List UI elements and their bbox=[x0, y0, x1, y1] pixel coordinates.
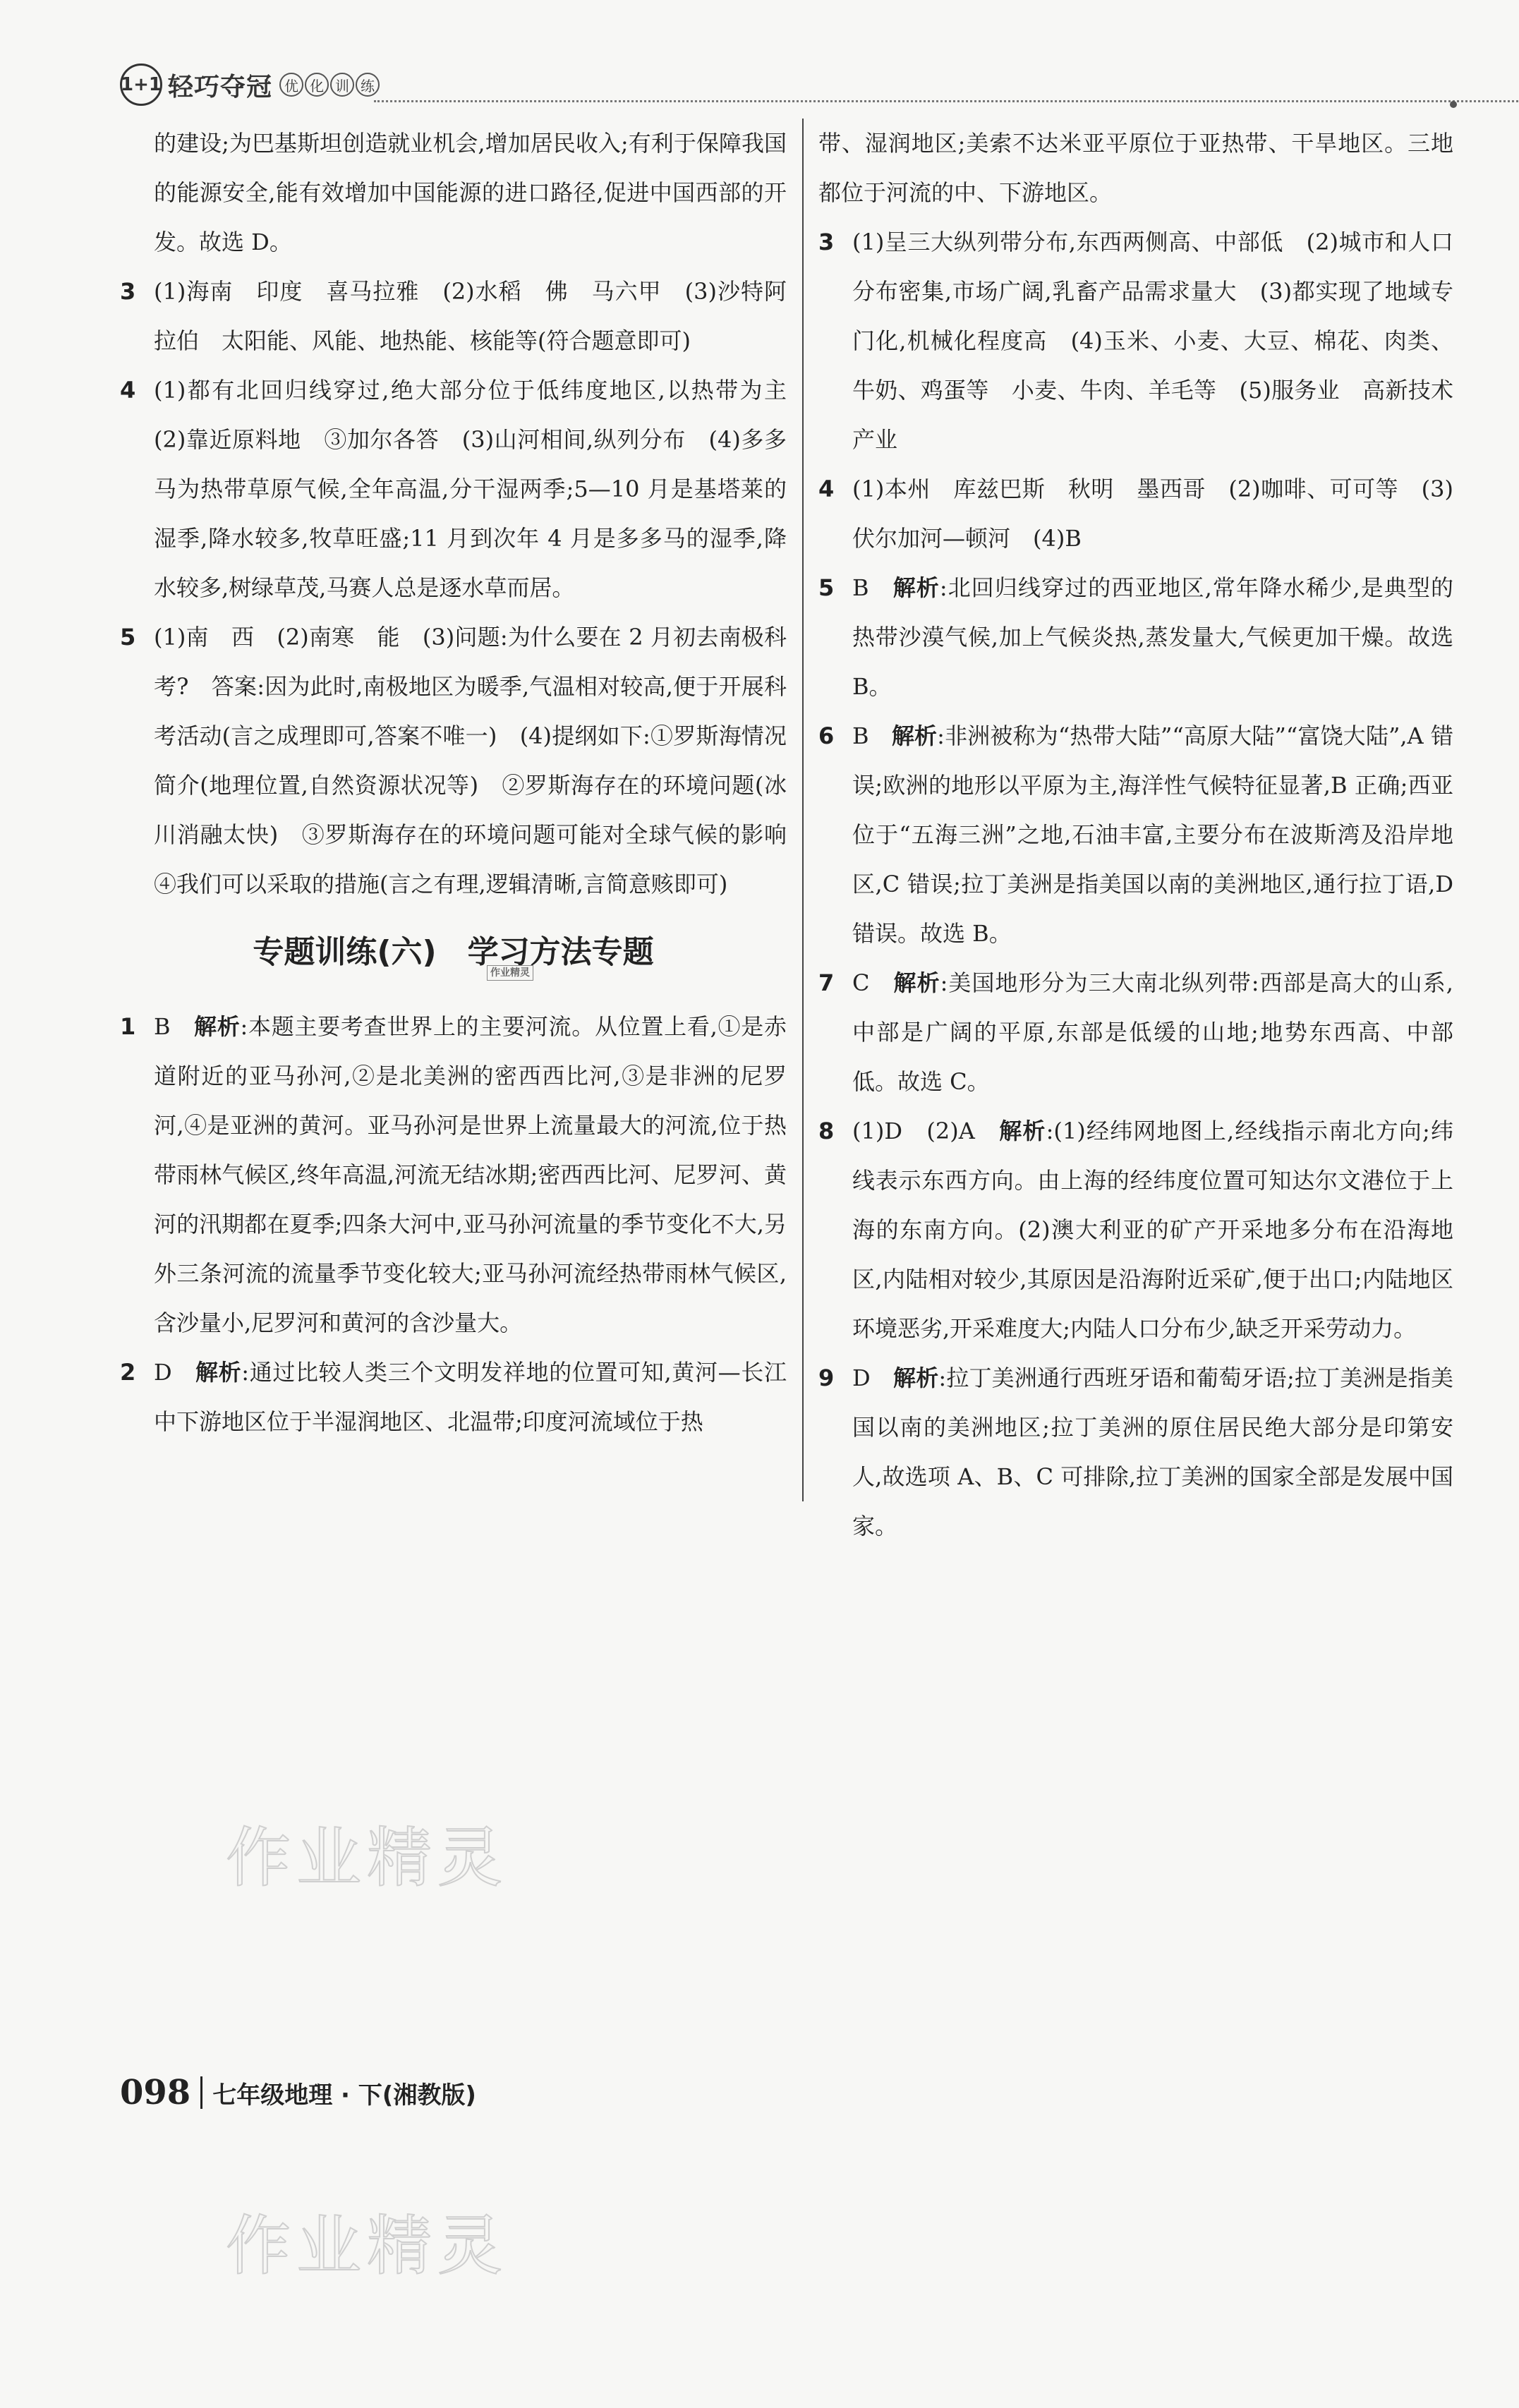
item-answer: C bbox=[852, 969, 870, 996]
item-number: 4 bbox=[818, 476, 835, 502]
item-text: :北回归线穿过的西亚地区,常年降水稀少,是典型的热带沙漠气候,加上气候炎热,蒸发量大,气候更加干燥。故选 B。 bbox=[852, 574, 1453, 700]
analysis-label: 解析 bbox=[892, 574, 940, 601]
item-text: :(1)经纬网地图上,经线指示南北方向;纬线表示东西方向。由上海的经纬度位置可知达尔文港位于上海的东南方向。(2)澳大利亚的矿产开采地多分布在沿海地区,内陆相对较少,其原因是沿海附近采矿,便于出口;内陆地区环境恶劣,开采难度大;内陆人口分布少,缺乏开采劳动力。 bbox=[852, 1118, 1453, 1342]
answer-item bbox=[120, 612, 810, 909]
page-number: 098 bbox=[120, 2073, 191, 2112]
item-text: :拉丁美洲通行西班牙语和葡萄牙语;拉丁美洲是指美国以南的美洲地区;拉丁美洲的原住居民绝大部分是印第安人,故选项 A、B、C 可排除,拉丁美洲的国家全部是发展中国家。 bbox=[852, 1365, 1453, 1539]
item-text: (1)都有北回归线穿过,绝大部分位于低纬度地区,以热带为主 (2)靠近原料地 ③加尔各答 (3)山河相间,纵列分布 (4)多多马为热带草原气候,全年高温,分干湿两季;5—10 月是基塔莱的湿季,降水较多,牧草旺盛;11 月到次年 4 月是多多马的湿季,降水较多,树绿草茂,马赛人总是逐水草而居。 bbox=[154, 377, 810, 601]
item-answer: D bbox=[154, 1359, 172, 1386]
analysis-label: 解析 bbox=[193, 1013, 241, 1040]
header-dotted-rule bbox=[374, 100, 1519, 102]
answer-item bbox=[120, 267, 787, 365]
section-title-text: 专题训练(六) 学习方法专题 bbox=[253, 934, 654, 970]
item-number: 5 bbox=[818, 574, 835, 601]
item-text: (1)海南 印度 喜马拉雅 (2)水稻 佛 马六甲 (3)沙特阿拉伯 太阳能、风能、地热能、核能等(符合题意即可) bbox=[154, 278, 787, 354]
answer-item bbox=[818, 1353, 1453, 1551]
watermark: 作业精灵 bbox=[226, 2208, 509, 2284]
answer-item bbox=[120, 1002, 787, 1348]
answer-item bbox=[120, 365, 810, 612]
answer-item bbox=[818, 217, 1453, 464]
footer bbox=[120, 2073, 476, 2112]
item-number: 6 bbox=[818, 722, 835, 749]
item-number: 3 bbox=[120, 278, 136, 305]
watermark: 作业精灵 bbox=[226, 1820, 509, 1896]
item-text: (1)呈三大纵列带分布,东西两侧高、中部低 (2)城市和人口分布密集,市场广阔,乳畜产品需求量大 (3)都实现了地域专门化,机械化程度高 (4)玉米、小麦、大豆、棉花、肉类、牛奶、鸡蛋等 小麦、牛肉、羊毛等 (5)服务业 高新技术产业 bbox=[852, 229, 1453, 453]
analysis-label: 解析 bbox=[893, 1365, 939, 1391]
book-title: 七年级地理 · 下(湘教版) bbox=[212, 2081, 476, 2110]
header-rule-end-dot bbox=[1450, 101, 1457, 108]
item-text: (1)本州 库兹巴斯 秋明 墨西哥 (2)咖啡、可可等 (3)伏尔加河—顿河 (4)B bbox=[852, 476, 1453, 552]
item-number: 9 bbox=[818, 1365, 835, 1391]
item-text: :通过比较人类三个文明发祥地的位置可知,黄河—长江中下游地区位于半湿润地区、北温带;印度河流域位于热 bbox=[154, 1359, 787, 1435]
brand-name: 轻巧夺冠 bbox=[168, 72, 273, 102]
watermark-stamp: 作业精灵 bbox=[487, 965, 533, 981]
footer-separator bbox=[200, 2076, 202, 2109]
item-number: 2 bbox=[120, 1359, 136, 1386]
item-answer: B bbox=[852, 722, 869, 749]
brand-sub-char: 化 bbox=[305, 73, 329, 97]
brand-sub-char: 训 bbox=[330, 73, 354, 97]
logo-badge: 1+1 bbox=[120, 63, 162, 106]
analysis-label: 解析 bbox=[891, 722, 938, 749]
item-text: :本题主要考查世界上的主要河流。从位置上看,①是赤道附近的亚马孙河,②是北美洲的密西西比河,③是非洲的尼罗河,④是亚洲的黄河。亚马孙河是世界上流量最大的河流,位于热带雨林气候区,终年高温,河流无结冰期;密西西比河、尼罗河、黄河的汛期都在夏季;四条大河中,亚马孙河流量的季节变化不大,另外三条河流的流量季节变化较大;亚马孙河流经热带雨林气候区,含沙量小,尼罗河和黄河的含沙量大。 bbox=[154, 1013, 787, 1336]
answer-item bbox=[818, 1106, 1453, 1353]
brand-subtitle bbox=[279, 73, 380, 97]
item-answer: (1)D (2)A bbox=[852, 1118, 975, 1144]
brand-sub-char: 练 bbox=[356, 73, 380, 97]
answer-item bbox=[818, 563, 1453, 711]
column-divider bbox=[802, 119, 804, 1501]
item-number: 8 bbox=[818, 1118, 835, 1144]
analysis-label: 解析 bbox=[893, 969, 940, 996]
item-answer: B bbox=[154, 1013, 171, 1040]
header bbox=[120, 65, 1460, 107]
answer-continuation: 带、湿润地区;美索不达米亚平原位于亚热带、干旱地区。三地都位于河流的中、下游地区。 bbox=[818, 130, 1453, 206]
item-number: 7 bbox=[818, 969, 835, 996]
answer-item bbox=[120, 1348, 787, 1446]
item-number: 3 bbox=[818, 229, 835, 255]
answer-item bbox=[818, 958, 1453, 1106]
brand-logo bbox=[120, 65, 380, 104]
right-column bbox=[818, 119, 1453, 1551]
item-number: 1 bbox=[120, 1013, 136, 1040]
section-title bbox=[120, 924, 787, 981]
analysis-label: 解析 bbox=[195, 1359, 242, 1386]
item-answer: B bbox=[852, 574, 869, 601]
item-text: :非洲被称为“热带大陆”“高原大陆”“富饶大陆”,A 错误;欧洲的地形以平原为主,海洋性气候特征显著,B 正确;西亚位于“五海三洲”之地,石油丰富,主要分布在波斯湾及沿岸地区,C 错误;拉丁美洲是指美国以南的美洲地区,通行拉丁语,D 错误。故选 B。 bbox=[852, 722, 1453, 947]
item-text: :美国地形分为三大南北纵列带:西部是高大的山系,中部是广阔的平原,东部是低缓的山地;地势东西高、中部低。故选 C。 bbox=[852, 969, 1453, 1095]
answer-item bbox=[818, 711, 1453, 958]
brand-sub-char: 优 bbox=[279, 73, 303, 97]
item-text: (1)南 西 (2)南寒 能 (3)问题:为什么要在 2 月初去南极科考? 答案:因为此时,南极地区为暖季,气温相对较高,便于开展科考活动(言之成理即可,答案不唯一) (4)提纲如下:①罗斯海情况简介(地理位置,自然资源状况等) ②罗斯海存在的环境问题(冰川消融太快) ③罗斯海存在的环境问题可能对全球气候的影响 ④我们可以采取的措施(言之有理,逻辑清晰,言简意赅即可) bbox=[154, 624, 810, 897]
answer-item bbox=[818, 464, 1453, 563]
left-column bbox=[120, 119, 810, 1446]
item-number: 5 bbox=[120, 624, 136, 651]
item-answer: D bbox=[852, 1365, 871, 1391]
answer-continuation: 的建设;为巴基斯坦创造就业机会,增加居民收入;有利于保障我国的能源安全,能有效增加中国能源的进口路径,促进中国西部的开发。故选 D。 bbox=[154, 130, 787, 255]
analysis-label: 解析 bbox=[999, 1118, 1046, 1144]
item-number: 4 bbox=[120, 377, 136, 404]
